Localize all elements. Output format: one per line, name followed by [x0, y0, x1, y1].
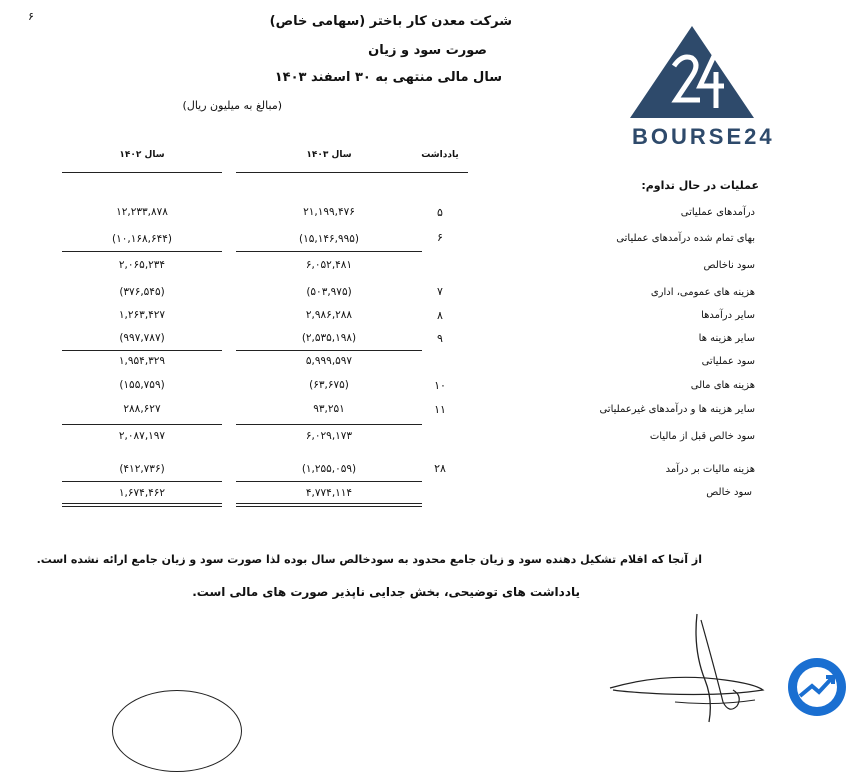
- row-value-1403: ۲۱,۱۹۹,۴۷۶: [303, 206, 355, 218]
- statement-title: صورت سود و زیان: [368, 43, 487, 58]
- row-value-1402: ۱,۹۵۴,۳۲۹: [118, 355, 166, 367]
- stamp-outline: [112, 690, 242, 772]
- row-label: سود خالص قبل از مالیات: [649, 431, 755, 442]
- page-number: ۶: [28, 10, 34, 23]
- row-value-1402: ۲,۰۶۵,۲۳۴: [118, 259, 166, 271]
- row-value-1402: ۲۸۸,۶۲۷: [123, 403, 161, 415]
- row-note: ۱۰: [434, 379, 446, 392]
- header-rule-1402: [62, 172, 222, 173]
- total-rule: [62, 506, 222, 507]
- row-note: ۵: [437, 206, 443, 219]
- row-label: هزینه مالیات بر درآمد: [665, 464, 755, 475]
- period-title: سال مالی منتهی به ۳۰ اسفند ۱۴۰۳: [274, 70, 502, 85]
- column-header-note: یادداشت: [421, 150, 459, 160]
- row-note: ۶: [437, 231, 443, 244]
- row-value-1403: (۵۰۳,۹۷۵): [306, 286, 352, 298]
- row-value-1403: ۴,۷۷۴,۱۱۴: [305, 487, 353, 499]
- row-value-1402: (۱۰,۱۶۸,۶۴۴): [112, 233, 172, 245]
- row-label: هزینه های عمومی، اداری: [650, 287, 755, 298]
- row-label: سایر هزینه ها: [698, 333, 755, 344]
- subtotal-rule: [62, 251, 222, 252]
- subtotal-rule: [236, 251, 422, 252]
- row-note: ۱۱: [434, 403, 446, 416]
- row-label: هزینه های مالی: [690, 380, 755, 391]
- total-rule: [236, 506, 422, 507]
- row-note: ۲۸: [434, 462, 446, 475]
- logo-triangle-icon: [628, 22, 758, 122]
- row-value-1403: ۵,۹۹۹,۵۹۷: [305, 355, 353, 367]
- row-value-1403: ۶,۰۲۹,۱۷۳: [305, 430, 353, 442]
- row-value-1402: (۳۷۶,۵۴۵): [119, 286, 165, 298]
- row-label: درآمدهای عملیاتی: [680, 207, 755, 218]
- total-rule: [236, 503, 422, 504]
- subtotal-rule: [236, 424, 422, 425]
- subtotal-rule: [236, 481, 422, 482]
- row-label: سود ناخالص: [703, 260, 755, 271]
- row-value-1402: ۲,۰۸۷,۱۹۷: [118, 430, 166, 442]
- row-value-1402: ۱,۲۶۳,۴۲۷: [118, 309, 166, 321]
- comprehensive-income-note: از آنجا که اقلام تشکیل دهنده سود و زیان جامع محدود به سودخالص سال بوده لذا صورت سود و زیان جامع ارائه نشده است.: [36, 553, 702, 566]
- subtotal-rule: [62, 481, 222, 482]
- row-label: سایر هزینه ها و درآمدهای غیرعملیاتی: [599, 404, 755, 415]
- row-label: سود خالص: [706, 487, 752, 498]
- section-title: عملیات در حال تداوم:: [641, 179, 759, 192]
- units-note: (مبالغ به میلیون ریال): [182, 99, 282, 112]
- row-value-1403: (۶۳,۶۷۵): [309, 379, 349, 391]
- row-value-1402: ۱۲,۲۳۳,۸۷۸: [116, 206, 168, 218]
- row-value-1403: ۲,۹۸۶,۲۸۸: [305, 309, 353, 321]
- bourse24-logo: [628, 22, 758, 122]
- company-name: شرکت معدن کار باختر (سهامی خاص): [269, 14, 512, 29]
- row-label: بهای تمام شده درآمدهای عملیاتی: [616, 233, 755, 244]
- logo-wordmark: BOURSE24: [632, 124, 775, 149]
- signature: [605, 610, 770, 730]
- row-value-1403: (۱۵,۱۴۶,۹۹۵): [299, 233, 359, 245]
- row-value-1403: (۱,۲۵۵,۰۵۹): [301, 463, 357, 475]
- column-header-1402: سال ۱۴۰۲: [119, 150, 165, 160]
- chart-arrow-icon: [786, 656, 848, 718]
- row-note: ۸: [437, 309, 443, 322]
- row-label: سود عملیاتی: [701, 356, 755, 367]
- row-value-1402: (۱۵۵,۷۵۹): [119, 379, 165, 391]
- row-note: ۹: [437, 332, 443, 345]
- subtotal-rule: [62, 350, 222, 351]
- subtotal-rule: [62, 424, 222, 425]
- row-value-1402: (۴۱۲,۷۳۶): [119, 463, 165, 475]
- total-rule: [62, 503, 222, 504]
- row-label: سایر درآمدها: [701, 310, 755, 321]
- row-value-1403: ۹۳,۲۵۱: [313, 403, 345, 415]
- row-note: ۷: [437, 285, 443, 298]
- column-header-1403: سال ۱۴۰۳: [306, 150, 352, 160]
- bourse24-badge: [786, 656, 848, 718]
- signature-scribble-icon: [605, 610, 770, 730]
- row-value-1402: ۱,۶۷۴,۴۶۲: [118, 487, 166, 499]
- row-value-1403: ۶,۰۵۲,۴۸۱: [305, 259, 353, 271]
- header-rule-1403: [236, 172, 422, 173]
- subtotal-rule: [236, 350, 422, 351]
- row-value-1402: (۹۹۷,۷۸۷): [119, 332, 165, 344]
- notes-statement: یادداشت های توضیحی، بخش جدایی ناپذیر صورت های مالی است.: [192, 585, 580, 599]
- row-value-1403: (۲,۵۳۵,۱۹۸): [301, 332, 357, 344]
